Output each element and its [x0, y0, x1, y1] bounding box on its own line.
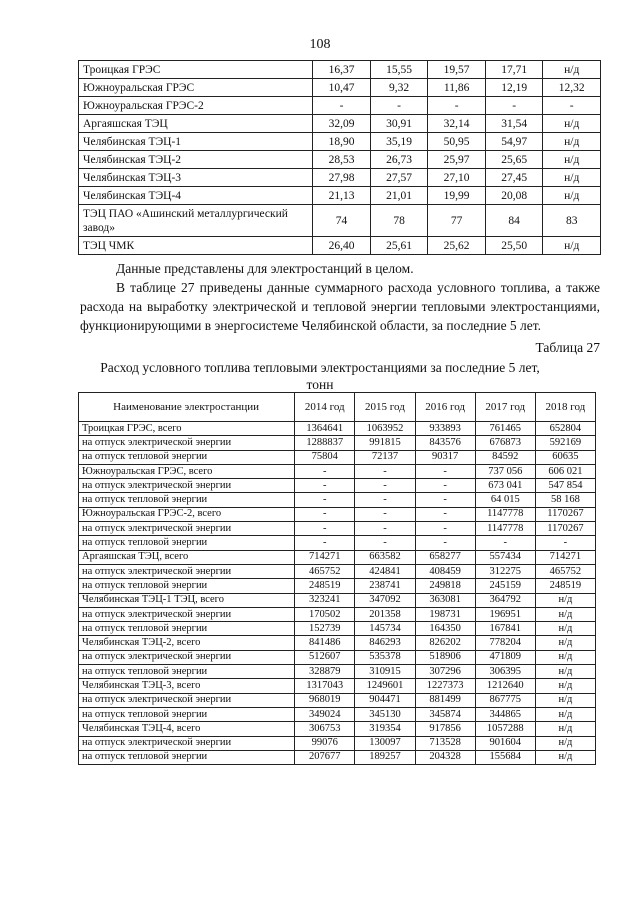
cell-value: 99076	[295, 736, 355, 750]
cell-value: 826202	[415, 636, 475, 650]
table-row	[79, 579, 596, 593]
cell-station-name: Южноуральская ГРЭС-2	[79, 97, 313, 115]
table-row	[79, 169, 601, 187]
cell-value: н/д	[543, 237, 601, 255]
cell-value: 25,97	[428, 151, 486, 169]
cell-value: 248519	[535, 579, 595, 593]
cell-value: 465752	[535, 564, 595, 578]
cell-value: 84	[485, 205, 543, 237]
cell-value: 21,01	[370, 187, 428, 205]
cell-value: 714271	[535, 550, 595, 564]
cell-station-name: на отпуск тепловой энергии	[79, 536, 295, 550]
cell-value: 238741	[355, 579, 415, 593]
cell-station-name: на отпуск электрической энергии	[79, 693, 295, 707]
table-row	[79, 550, 596, 564]
table-row	[79, 693, 596, 707]
cell-value: 307296	[415, 665, 475, 679]
cell-value: 778204	[475, 636, 535, 650]
table-caption-unit: тонн	[306, 377, 334, 392]
cell-station-name: Южноуральская ГРЭС-2, всего	[79, 507, 295, 521]
cell-value: н/д	[543, 133, 601, 151]
table-row	[79, 622, 596, 636]
table-row	[79, 750, 596, 764]
table-row	[79, 436, 596, 450]
cell-value: 27,45	[485, 169, 543, 187]
cell-value: 64 015	[475, 493, 535, 507]
table-row	[79, 736, 596, 750]
cell-value: 761465	[475, 422, 535, 436]
table-row	[79, 97, 601, 115]
cell-station-name: Челябинская ТЭЦ-3, всего	[79, 679, 295, 693]
cell-value: 152739	[295, 622, 355, 636]
cell-value: 652804	[535, 422, 595, 436]
table-row	[79, 79, 601, 97]
header-year: 2017 год	[475, 393, 535, 422]
cell-value: -	[428, 97, 486, 115]
cell-value: 32,14	[428, 115, 486, 133]
table-row	[79, 115, 601, 133]
page-number: 108	[309, 37, 331, 52]
table-row	[79, 479, 596, 493]
cell-station-name: на отпуск электрической энергии	[79, 650, 295, 664]
cell-station-name: на отпуск электрической энергии	[79, 736, 295, 750]
cell-value: 518906	[415, 650, 475, 664]
table-row	[79, 61, 601, 79]
cell-value: 547 854	[535, 479, 595, 493]
cell-value: 196951	[475, 607, 535, 621]
cell-value: 714271	[295, 550, 355, 564]
cell-value: 1364641	[295, 422, 355, 436]
cell-value: 347092	[355, 593, 415, 607]
cell-value: 83	[543, 205, 601, 237]
cell-value: 130097	[355, 736, 415, 750]
cell-value: 26,40	[313, 237, 371, 255]
cell-value: 1288837	[295, 436, 355, 450]
cell-station-name: Южноуральская ГРЭС	[79, 79, 313, 97]
cell-value: 364792	[475, 593, 535, 607]
cell-station-name: ТЭЦ ПАО «Ашинский металлургический завод»	[79, 205, 313, 237]
table-caption-title: Расход условного топлива тепловыми электростанциями за последние 5 лет,	[100, 360, 540, 375]
cell-station-name: Челябинская ТЭЦ-1 ТЭЦ, всего	[79, 593, 295, 607]
cell-value: 90317	[415, 450, 475, 464]
cell-value: 27,10	[428, 169, 486, 187]
cell-station-name: на отпуск тепловой энергии	[79, 622, 295, 636]
cell-value: 164350	[415, 622, 475, 636]
cell-value: 84592	[475, 450, 535, 464]
cell-value: -	[543, 97, 601, 115]
cell-value: 32,09	[313, 115, 371, 133]
cell-value: 18,90	[313, 133, 371, 151]
table-row	[79, 237, 601, 255]
cell-value: 349024	[295, 707, 355, 721]
table-row	[79, 607, 596, 621]
cell-value: 867775	[475, 693, 535, 707]
cell-value: н/д	[535, 750, 595, 764]
table-row	[79, 151, 601, 169]
cell-value: 1057288	[475, 722, 535, 736]
cell-value: 904471	[355, 693, 415, 707]
cell-value: 72137	[355, 450, 415, 464]
cell-value: 248519	[295, 579, 355, 593]
intro-paragraph: В таблице 27 приведены данные суммарного расхода условного топлива, а также расхода на выработку электрической и тепловой энергии тепловыми электростанциями, функционирующими в энергосистеме Челябинской области, за последние 5 лет.	[80, 280, 600, 333]
cell-station-name: Аргаяшская ТЭЦ	[79, 115, 313, 133]
cell-value: 11,86	[428, 79, 486, 97]
table-number: Таблица 27	[535, 340, 600, 355]
cell-station-name: на отпуск тепловой энергии	[79, 579, 295, 593]
cell-value: 75804	[295, 450, 355, 464]
cell-station-name: Челябинская ТЭЦ-2	[79, 151, 313, 169]
cell-value: 17,71	[485, 61, 543, 79]
cell-value: 1317043	[295, 679, 355, 693]
cell-value: 933893	[415, 422, 475, 436]
cell-value: 535378	[355, 650, 415, 664]
cell-value: 58 168	[535, 493, 595, 507]
cell-value: -	[295, 493, 355, 507]
header-year: 2016 год	[415, 393, 475, 422]
table-row	[79, 650, 596, 664]
cell-value: 408459	[415, 564, 475, 578]
cell-value: 1212640	[475, 679, 535, 693]
cell-value: 35,19	[370, 133, 428, 151]
cell-station-name: Челябинская ТЭЦ-3	[79, 169, 313, 187]
cell-value: 54,97	[485, 133, 543, 151]
cell-value: 16,37	[313, 61, 371, 79]
cell-value: н/д	[543, 169, 601, 187]
cell-value: 363081	[415, 593, 475, 607]
cell-value: 25,50	[485, 237, 543, 255]
fuel-consumption-table	[78, 392, 596, 765]
cell-value: -	[485, 97, 543, 115]
cell-value: -	[295, 507, 355, 521]
header-year: 2018 год	[535, 393, 595, 422]
cell-value: 19,57	[428, 61, 486, 79]
cell-station-name: на отпуск тепловой энергии	[79, 750, 295, 764]
cell-station-name: Челябинская ТЭЦ-1	[79, 133, 313, 151]
cell-value: 676873	[475, 436, 535, 450]
cell-value: 323241	[295, 593, 355, 607]
table-row	[79, 679, 596, 693]
cell-value: н/д	[543, 151, 601, 169]
cell-value: 20,08	[485, 187, 543, 205]
cell-value: 345874	[415, 707, 475, 721]
cell-value: 465752	[295, 564, 355, 578]
header-name: Наименование электростанции	[79, 393, 295, 422]
cell-value: н/д	[535, 722, 595, 736]
cell-value: -	[355, 507, 415, 521]
cell-station-name: на отпуск электрической энергии	[79, 607, 295, 621]
cell-value: 1170267	[535, 522, 595, 536]
cell-value: 207677	[295, 750, 355, 764]
table-row	[79, 593, 596, 607]
cell-value: 155684	[475, 750, 535, 764]
cell-value: 328879	[295, 665, 355, 679]
header-year: 2014 год	[295, 393, 355, 422]
table-row	[79, 450, 596, 464]
cell-value: 1227373	[415, 679, 475, 693]
cell-value: н/д	[535, 622, 595, 636]
cell-value: -	[355, 464, 415, 478]
cell-value: 25,61	[370, 237, 428, 255]
cell-value: -	[415, 522, 475, 536]
cell-value: 658277	[415, 550, 475, 564]
cell-value: н/д	[535, 636, 595, 650]
cell-value: -	[415, 507, 475, 521]
cell-value: -	[295, 479, 355, 493]
cell-value: н/д	[543, 115, 601, 133]
table-row	[79, 665, 596, 679]
cell-value: 60635	[535, 450, 595, 464]
cell-value: 312275	[475, 564, 535, 578]
cell-value: 189257	[355, 750, 415, 764]
table-row	[79, 493, 596, 507]
cell-value: 737 056	[475, 464, 535, 478]
cell-value: 663582	[355, 550, 415, 564]
cell-value: -	[295, 522, 355, 536]
cell-value: 512607	[295, 650, 355, 664]
cell-value: 204328	[415, 750, 475, 764]
table-row	[79, 722, 596, 736]
cell-value: 145734	[355, 622, 415, 636]
cell-value: 968019	[295, 693, 355, 707]
cell-value: н/д	[543, 61, 601, 79]
cell-value: 15,55	[370, 61, 428, 79]
cell-station-name: ТЭЦ ЧМК	[79, 237, 313, 255]
table-row	[79, 507, 596, 521]
cell-value: -	[355, 536, 415, 550]
cell-station-name: Троицкая ГРЭС, всего	[79, 422, 295, 436]
cell-value: -	[355, 479, 415, 493]
cell-value: 310915	[355, 665, 415, 679]
cell-value: н/д	[535, 736, 595, 750]
cell-value: 841486	[295, 636, 355, 650]
cell-value: н/д	[543, 187, 601, 205]
cell-value: -	[313, 97, 371, 115]
cell-value: 917856	[415, 722, 475, 736]
cell-value: 19,99	[428, 187, 486, 205]
table-row	[79, 422, 596, 436]
cell-value: 1063952	[355, 422, 415, 436]
cell-value: н/д	[535, 679, 595, 693]
cell-value: 345130	[355, 707, 415, 721]
cell-station-name: Челябинская ТЭЦ-4	[79, 187, 313, 205]
cell-value: 843576	[415, 436, 475, 450]
cell-value: 592169	[535, 436, 595, 450]
table-caption	[0, 359, 640, 393]
cell-value: -	[415, 493, 475, 507]
cell-station-name: Аргаяшская ТЭЦ, всего	[79, 550, 295, 564]
table-row	[79, 187, 601, 205]
cell-value: 713528	[415, 736, 475, 750]
cell-value: 306753	[295, 722, 355, 736]
note-line: Данные представлены для электростанций в целом.	[116, 261, 414, 276]
cell-station-name: на отпуск электрической энергии	[79, 436, 295, 450]
cell-value: 12,19	[485, 79, 543, 97]
cell-value: н/д	[535, 665, 595, 679]
cell-value: -	[415, 536, 475, 550]
cell-station-name: на отпуск тепловой энергии	[79, 450, 295, 464]
cell-value: 28,53	[313, 151, 371, 169]
table-row	[79, 707, 596, 721]
cell-value: -	[535, 536, 595, 550]
table-row	[79, 205, 601, 237]
cell-value: 25,62	[428, 237, 486, 255]
cell-value: -	[475, 536, 535, 550]
cell-value: 471809	[475, 650, 535, 664]
cell-value: -	[355, 522, 415, 536]
cell-station-name: Южноуральская ГРЭС, всего	[79, 464, 295, 478]
cell-value: 27,98	[313, 169, 371, 187]
cell-value: 673 041	[475, 479, 535, 493]
cell-value: 1249601	[355, 679, 415, 693]
cell-value: 901604	[475, 736, 535, 750]
cell-value: 78	[370, 205, 428, 237]
cell-value: -	[295, 464, 355, 478]
cell-station-name: на отпуск тепловой энергии	[79, 707, 295, 721]
cell-station-name: на отпуск электрической энергии	[79, 564, 295, 578]
cell-value: -	[415, 479, 475, 493]
cell-value: 170502	[295, 607, 355, 621]
cell-value: 198731	[415, 607, 475, 621]
cell-value: 31,54	[485, 115, 543, 133]
cell-station-name: Троицкая ГРЭС	[79, 61, 313, 79]
table-row	[79, 536, 596, 550]
table-header-row	[79, 393, 596, 422]
cell-value: 201358	[355, 607, 415, 621]
cell-station-name: на отпуск электрической энергии	[79, 522, 295, 536]
fuel-rate-table	[78, 60, 601, 255]
cell-value: 1170267	[535, 507, 595, 521]
cell-value: н/д	[535, 707, 595, 721]
cell-value: 249818	[415, 579, 475, 593]
cell-value: 306395	[475, 665, 535, 679]
cell-station-name: на отпуск электрической энергии	[79, 479, 295, 493]
cell-value: 606 021	[535, 464, 595, 478]
cell-value: 245159	[475, 579, 535, 593]
cell-station-name: Челябинская ТЭЦ-2, всего	[79, 636, 295, 650]
cell-value: 10,47	[313, 79, 371, 97]
cell-value: -	[355, 493, 415, 507]
cell-value: -	[295, 536, 355, 550]
header-year: 2015 год	[355, 393, 415, 422]
cell-value: 167841	[475, 622, 535, 636]
cell-value: 1147778	[475, 522, 535, 536]
table-row	[79, 522, 596, 536]
cell-value: 50,95	[428, 133, 486, 151]
cell-value: н/д	[535, 593, 595, 607]
table-row	[79, 564, 596, 578]
table-row	[79, 464, 596, 478]
cell-value: -	[415, 464, 475, 478]
cell-value: 846293	[355, 636, 415, 650]
cell-value: 1147778	[475, 507, 535, 521]
cell-value: 30,91	[370, 115, 428, 133]
cell-value: 9,32	[370, 79, 428, 97]
cell-value: 991815	[355, 436, 415, 450]
cell-value: 25,65	[485, 151, 543, 169]
cell-value: 424841	[355, 564, 415, 578]
cell-value: н/д	[535, 693, 595, 707]
cell-value: 557434	[475, 550, 535, 564]
cell-value: 12,32	[543, 79, 601, 97]
cell-value: 21,13	[313, 187, 371, 205]
cell-value: -	[370, 97, 428, 115]
cell-value: 344865	[475, 707, 535, 721]
cell-value: н/д	[535, 650, 595, 664]
cell-value: 27,57	[370, 169, 428, 187]
cell-value: н/д	[535, 607, 595, 621]
cell-value: 74	[313, 205, 371, 237]
cell-value: 881499	[415, 693, 475, 707]
cell-station-name: на отпуск тепловой энергии	[79, 665, 295, 679]
cell-value: 26,73	[370, 151, 428, 169]
cell-value: 77	[428, 205, 486, 237]
cell-station-name: на отпуск тепловой энергии	[79, 493, 295, 507]
cell-value: 319354	[355, 722, 415, 736]
table-row	[79, 133, 601, 151]
table-row	[79, 636, 596, 650]
cell-station-name: Челябинская ТЭЦ-4, всего	[79, 722, 295, 736]
